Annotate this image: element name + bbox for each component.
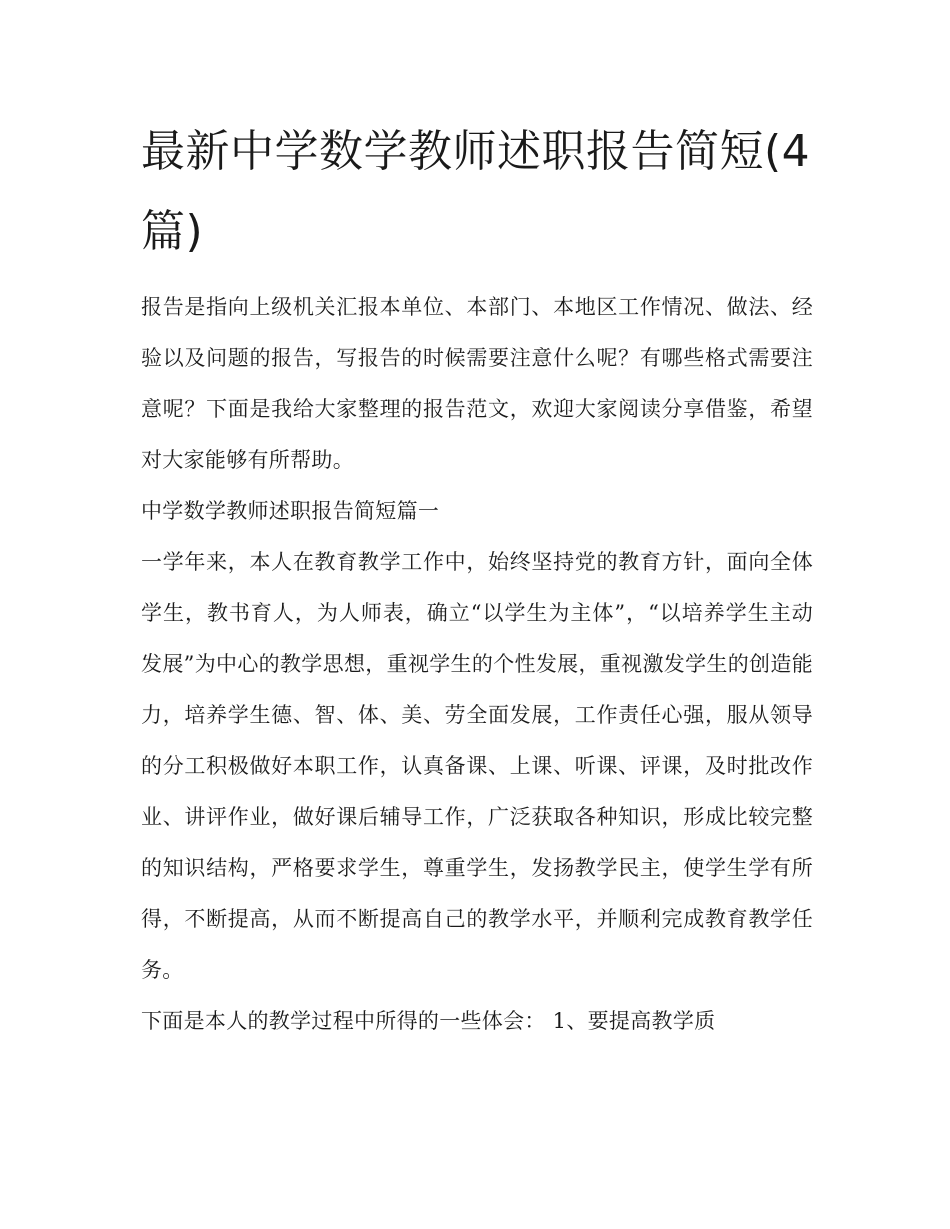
document-title: 最新中学数学教师述职报告简短(4篇) (141, 126, 811, 257)
body-paragraph: 一学年来，本人在教育教学工作中，始终坚持党的教育方针，面向全体学生，教书育人，为人师表，确立“以学生为主体”，“以培养学生主动发展”为中心的教学思想，重视学生的个性发展，重视激发学生的创造能力，培养学生德、智、体、美、劳全面发展，工作责任心强，服从领导的分工积极做好本职工作，认真备课、上课、听课、评课，及时批改作业、讲评作业，做好课后辅导工作，广泛获取各种知识，形成比较完整的知识结构，严格要求学生，尊重学生，发扬教学民主，使学生学有所得，不断提高，从而不断提高自己的教学水平，并顺利完成教育教学任务。 (141, 550, 813, 982)
intro-paragraph: 报告是指向上级机关汇报本单位、本部门、本地区工作情况、做法、经验以及问题的报告，写报告的时候需要注意什么呢？有哪些格式需要注意呢？下面是我给大家整理的报告范文，欢迎大家阅读分享借鉴，希望对大家能够有所帮助。 (141, 295, 813, 472)
document-page (141, 112, 813, 1047)
trailing-paragraph: 下面是本人的教学过程中所得的一些体会： 1、要提高教学质 (141, 1009, 716, 1033)
section-heading: 中学数学教师述职报告简短篇一 (141, 499, 440, 523)
